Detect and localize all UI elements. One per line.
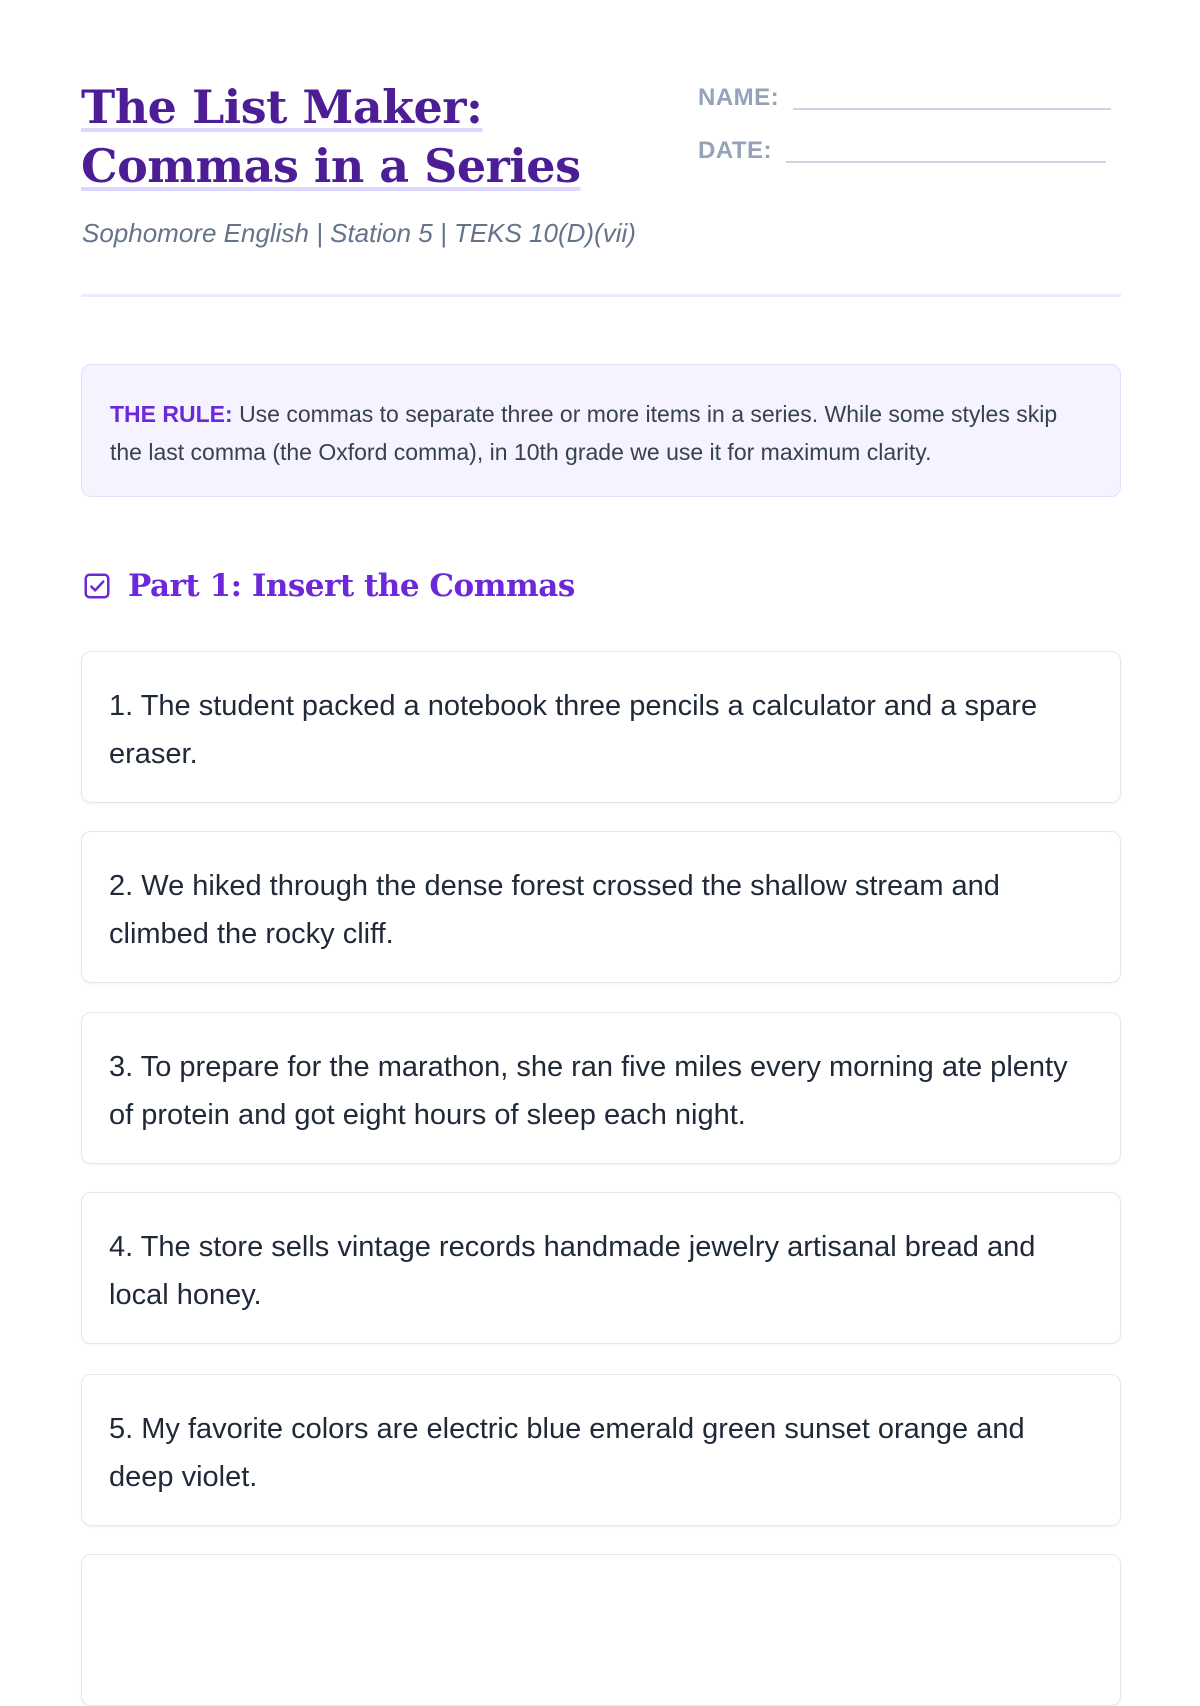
question-card[interactable] bbox=[81, 1192, 1121, 1344]
question-text: 5. My favorite colors are electric blue emerald green sunset orange and deep violet. bbox=[109, 1413, 1025, 1493]
worksheet-title: The List Maker: Commas in a Series bbox=[81, 80, 581, 193]
question-text: 2. We hiked through the dense forest crossed the shallow stream and climbed the rocky cliff. bbox=[109, 870, 1000, 950]
header-divider bbox=[81, 294, 1121, 297]
question-card[interactable] bbox=[81, 1374, 1121, 1526]
rule-label: THE RULE: bbox=[110, 401, 233, 427]
question-card[interactable] bbox=[81, 1554, 1121, 1706]
name-blank-line[interactable] bbox=[793, 108, 1111, 110]
question-text: 1. The student packed a notebook three pencils a calculator and a spare eraser. bbox=[109, 690, 1038, 770]
name-label: NAME: bbox=[698, 84, 780, 111]
question-text: 4. The store sells vintage records handmade jewelry artisanal bread and local honey. bbox=[109, 1231, 1036, 1311]
question-card[interactable] bbox=[81, 1012, 1121, 1164]
rule-text: Use commas to separate three or more items in a series. While some styles skip the last comma (the Oxford comma), in 10th grade we use it for maximum clarity. bbox=[110, 401, 1058, 465]
question-card[interactable] bbox=[81, 831, 1121, 983]
date-blank-line[interactable] bbox=[786, 161, 1106, 163]
name-field bbox=[698, 84, 1111, 112]
checkbox-checked-icon bbox=[82, 571, 112, 601]
worksheet-subtitle: Sophomore English | Station 5 | TEKS 10(D)(vii) bbox=[82, 218, 636, 248]
part1-header bbox=[82, 568, 575, 604]
date-label: DATE: bbox=[698, 137, 773, 164]
part1-title: Part 1: Insert the Commas bbox=[128, 568, 575, 604]
question-text: 3. To prepare for the marathon, she ran five miles every morning ate plenty of protein and got eight hours of sleep each night. bbox=[109, 1051, 1068, 1131]
rule-callout bbox=[81, 364, 1121, 497]
question-card[interactable] bbox=[81, 651, 1121, 803]
date-field bbox=[698, 137, 1106, 165]
